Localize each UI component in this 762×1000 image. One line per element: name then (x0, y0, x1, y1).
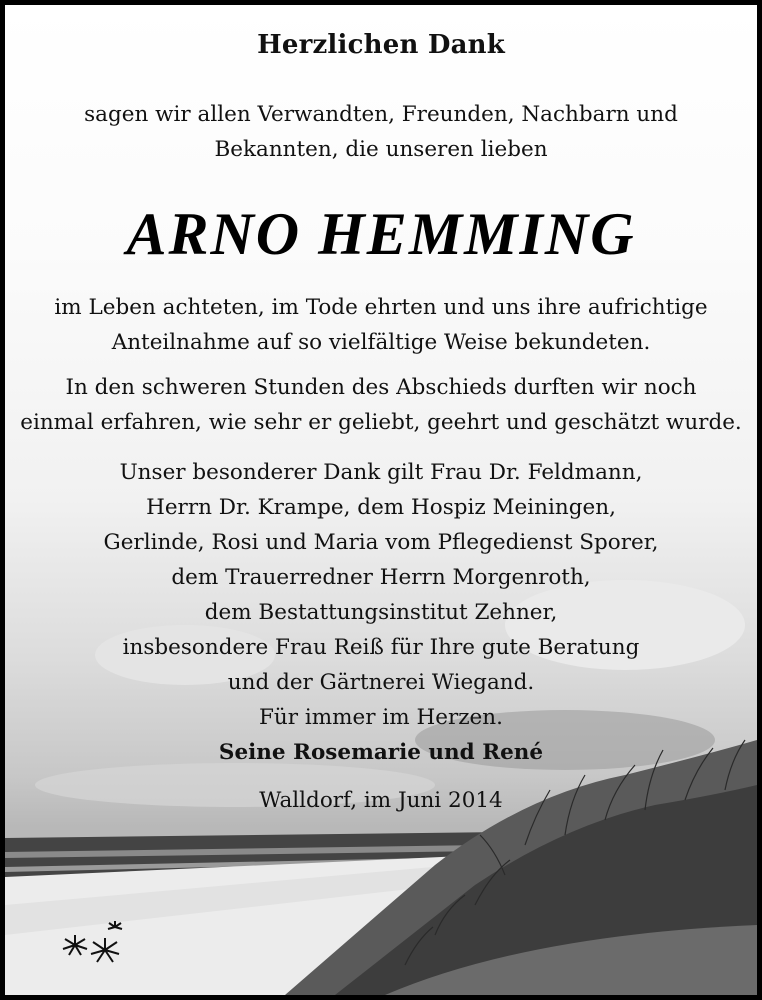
thanks-line: insbesondere Frau Reiß für Ihre gute Beratung (122, 635, 640, 660)
thanks-line: Herrn Dr. Krampe, dem Hospiz Meiningen, (146, 495, 616, 520)
place-date-line: Walldorf, im Juni 2014 (259, 788, 503, 813)
paragraph-line: Anteilnahme auf so vielfältige Weise bekundeten. (111, 330, 651, 355)
thanks-line: dem Bestattungsinstitut Zehner, (204, 600, 558, 625)
thanks-line: Gerlinde, Rosi und Maria vom Pflegedienst Sporer, (103, 530, 659, 555)
paragraph-line: In den schweren Stunden des Abschieds durften wir noch (65, 375, 697, 400)
thanks-line: dem Trauerredner Herrn Morgenroth, (171, 565, 591, 590)
closing-block (5, 700, 757, 770)
paragraph-line: im Leben achteten, im Tode ehrten und uns ihre aufrichtige (54, 295, 708, 320)
thanks-paragraph (5, 455, 757, 700)
paragraph-2 (5, 370, 757, 440)
intro-line: Bekannten, die unseren lieben (214, 137, 548, 162)
thanks-line: Unser besonderer Dank gilt Frau Dr. Feldmann, (119, 460, 643, 485)
notice-heading: Herzlichen Dank (257, 30, 505, 60)
intro-line: sagen wir allen Verwandten, Freunden, Nachbarn und (84, 102, 678, 127)
signature: Seine Rosemarie und René (218, 740, 544, 765)
intro-paragraph (5, 97, 757, 167)
closing-line: Für immer im Herzen. (259, 705, 503, 730)
notice-text (5, 5, 757, 995)
paragraph-1 (5, 290, 757, 360)
paragraph-line: einmal erfahren, wie sehr er geliebt, geehrt und geschätzt wurde. (20, 410, 742, 435)
deceased-name: ARNO HEMMING (126, 201, 636, 267)
thanks-line: und der Gärtnerei Wiegand. (227, 670, 535, 695)
place-date (5, 783, 757, 818)
